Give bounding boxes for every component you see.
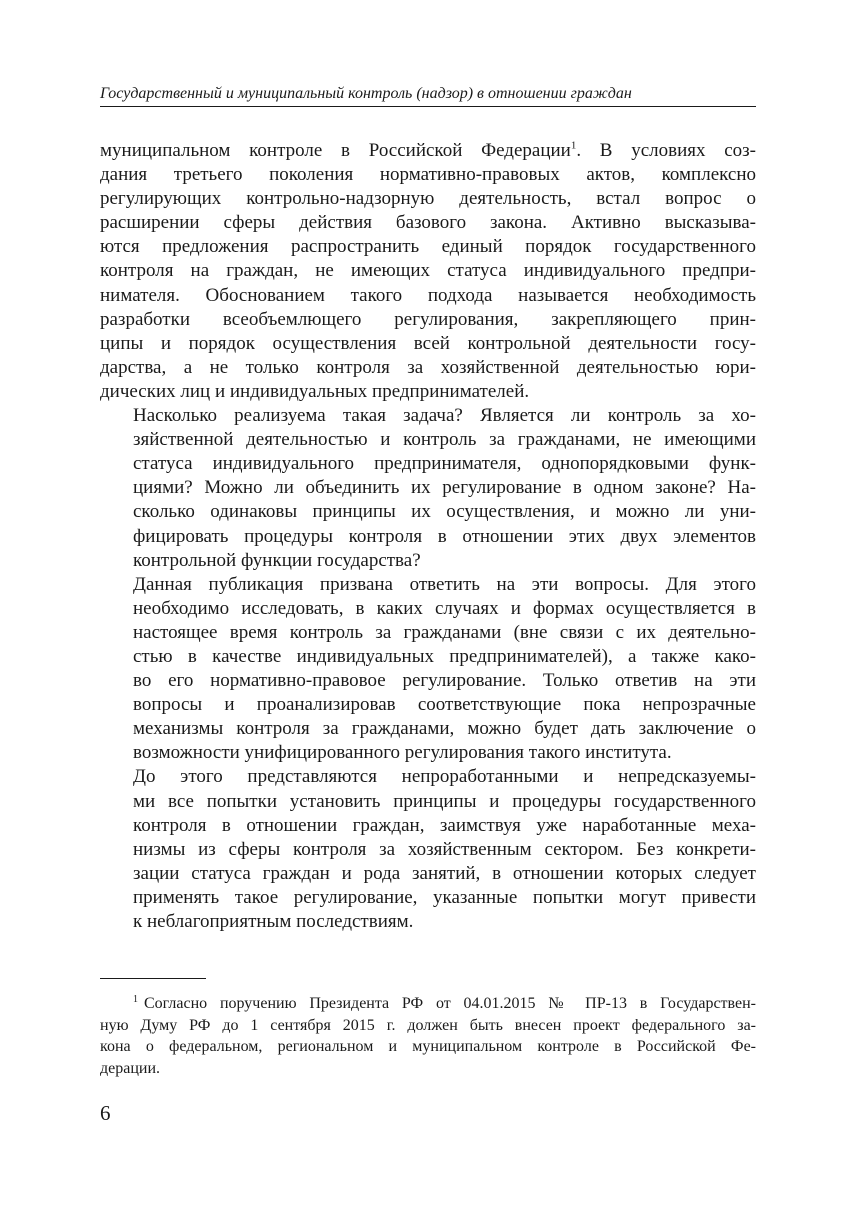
text-line: применять такое регулирование, указанные попытки могут привести (133, 886, 756, 908)
text-line: во его нормативно-правовое регулирование. Только ответив на эти (133, 670, 756, 692)
text-line: ципы и порядок осуществления всей контрольной деятельности госу- (100, 332, 756, 354)
text-line: нимателя. Обоснованием такого подхода называется необходимость (100, 284, 756, 306)
paragraph-3 (100, 573, 756, 766)
text-line: расширении сферы действия базового закона. Активно высказыва- (100, 212, 756, 234)
text-line: ются предложения распространить единый порядок государственного (100, 236, 756, 258)
paragraph-2 (100, 404, 756, 573)
text-line: До этого представляются непроработанными и непредсказуемы- (133, 766, 756, 788)
footnote-mark: 1 (133, 993, 138, 1005)
header-rule (100, 106, 756, 107)
text-line: контроля на граждан, не имеющих статуса индивидуального предпри- (100, 260, 756, 282)
text-line: дарства, а не только контроля за хозяйственной деятельностью юри- (100, 356, 756, 378)
paragraph-4 (100, 765, 756, 934)
text-line: Данная публикация призвана ответить на эти вопросы. Для этого (133, 573, 756, 595)
body-text (100, 139, 756, 934)
footnote-line: ную Думу РФ до 1 сентября 2015 г. должен быть внесен проект федерального за- (100, 1016, 756, 1034)
text-line: настоящее время контроль за гражданами (вне связи с их деятельно- (133, 621, 756, 643)
footnote-line (100, 993, 756, 1015)
text-line: вопросы и проанализировав соответствующие пока непрозрачные (133, 694, 756, 716)
text-line: к неблагоприятным последствиям. (133, 911, 414, 932)
text-line: возможности унифицированного регулирования такого института. (133, 742, 672, 764)
text-line: регулирующих контрольно-надзорную деятельность, встал вопрос о (100, 188, 756, 210)
text-line-tail: . В условиях соз- (576, 140, 756, 161)
text-line: разработки всеобъемлющего регулирования, закрепляющего прин- (100, 308, 756, 330)
text-line: дических лиц и индивидуальных предпринимателей. (100, 380, 530, 402)
footnote-line-content: Согласно поручению Президента РФ от 04.01.2015 № ПР-13 в Государствен- (144, 995, 756, 1012)
text-line: сколько одинаковы принципы их осуществления, и можно ли уни- (133, 501, 756, 523)
text-line: дания третьего поколения нормативно-правовых актов, комплексно (100, 164, 756, 186)
text-line: контроля в отношении граждан, заимствуя уже наработанные меха- (133, 814, 756, 836)
text-line: стью в качестве индивидуальных предпринимателей), а также како- (133, 645, 756, 667)
text-line-content: муниципальном контроле в Российской Федерации (100, 140, 571, 161)
text-line (100, 139, 756, 163)
text-line: фицировать процедуры контроля в отношении этих двух элементов (133, 525, 756, 547)
footnote-line: дерации. (100, 1059, 161, 1077)
footnote-reference: 1 (570, 139, 577, 152)
text-line: циями? Можно ли объединить их регулирование в одном законе? На- (133, 477, 756, 499)
text-line: Насколько реализуема такая задача? Является ли контроль за хо- (133, 405, 756, 427)
text-line: ми все попытки установить принципы и процедуры государственного (133, 790, 756, 812)
text-line: контрольной функции государства? (133, 549, 421, 571)
text-line: низмы из сферы контроля за хозяйственным сектором. Без конкрети- (133, 838, 756, 860)
running-head: Государственный и муниципальный контроль (надзор) в отношении граждан (100, 85, 632, 102)
text-line: необходимо исследовать, в каких случаях и формах осуществляется в (133, 597, 756, 619)
text-line: зяйственной деятельностью и контроль за гражданами, не имеющими (133, 429, 756, 451)
footnote-separator (100, 978, 206, 979)
text-line: зации статуса граждан и рода занятий, в отношении которых следует (133, 862, 756, 884)
text-line: статуса индивидуального предпринимателя, однопорядковыми функ- (133, 453, 756, 475)
footnote (100, 993, 756, 1079)
paragraph-1 (100, 139, 756, 404)
page-number: 6 (100, 1101, 111, 1125)
text-line: механизмы контроля за гражданами, можно будет дать заключение о (133, 718, 756, 740)
footnote-line: кона о федеральном, региональном и муниципальном контроле в Российской Фе- (100, 1038, 756, 1055)
